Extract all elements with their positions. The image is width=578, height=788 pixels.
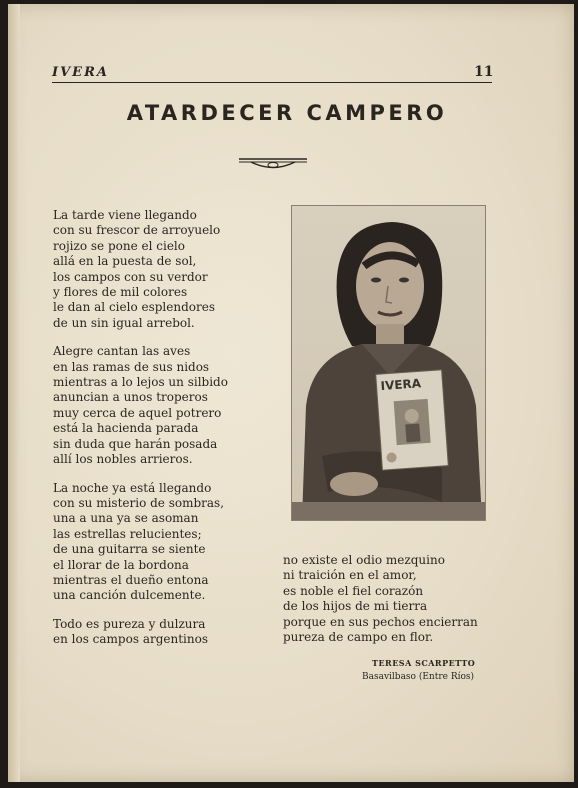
author-place: Basavilbaso (Entre Ríos) [362, 672, 475, 682]
poem-line: sin duda que harán posada [53, 436, 218, 451]
poem-line: mientras el dueño entona [53, 572, 209, 587]
poem-line: Todo es pureza y dulzura [53, 616, 206, 631]
poem-line: una canción dulcemente. [53, 588, 206, 603]
poem-line: mientras a lo lejos un silbido [53, 375, 228, 390]
poem-line: La noche ya está llegando [53, 480, 212, 495]
poem-line: le dan al cielo esplendores [53, 300, 215, 315]
poem-line: Alegre cantan las aves [53, 344, 191, 359]
poem-line: las estrellas relucientes; [53, 526, 202, 541]
poem-line: de una guitarra se siente [53, 542, 206, 557]
poem-line: ni traición en el amor, [283, 568, 417, 583]
poem-line: con su frescor de arroyuelo [53, 223, 221, 238]
poem-line: en las ramas de sus nidos [53, 359, 210, 374]
poem-line: los campos con su verdor [53, 269, 208, 284]
poem-line: de un sin igual arrebol. [53, 315, 195, 330]
poem-line: allá en la puesta de sol, [53, 254, 197, 269]
stanza [283, 553, 478, 645]
poem-line: La tarde viene llegando [53, 208, 197, 222]
header-rule [52, 82, 492, 83]
poem-line: en los campos argentinos [53, 632, 208, 647]
page-spine-shadow [8, 4, 20, 782]
magazine-cover-title: IVERA [380, 376, 422, 394]
poem-line: de los hijos de mi tierra [283, 599, 428, 614]
poem-line: no existe el odio mezquino [283, 553, 445, 567]
poem-line: porque en sus pechos encierran [283, 614, 478, 629]
ornament-divider-icon [237, 155, 309, 175]
stanza [53, 344, 228, 467]
poem-line: rojizo se pone el cielo [53, 238, 185, 253]
poem-line: pureza de campo en flor. [283, 630, 434, 645]
poem-line: muy cerca de aquel potrero [53, 405, 222, 420]
poem-line: una a una ya se asoman [53, 511, 199, 526]
poem-line: allí los nobles arrieros. [53, 452, 193, 467]
stanza [53, 208, 228, 331]
poem-line: con su misterio de sombras, [53, 495, 225, 510]
poem-title: ATARDECER CAMPERO [126, 101, 448, 125]
stanza [53, 617, 228, 648]
portrait-photo [291, 205, 486, 521]
magazine-page [8, 4, 574, 782]
poem-line: está la hacienda parada [53, 421, 199, 436]
poem-column-left [53, 208, 228, 661]
poem-line: el llorar de la bordona [53, 557, 189, 572]
author-name: TERESA SCARPETTO [372, 658, 476, 668]
woman-with-magazine-image [292, 206, 485, 520]
poem-line: es noble el fiel corazón [283, 583, 424, 598]
poem-line: y flores de mil colores [53, 285, 188, 300]
page-number: 11 [474, 64, 494, 80]
poem-column-right [283, 553, 478, 658]
magazine-name: IVERA [52, 65, 109, 80]
stanza [53, 481, 228, 604]
poem-line: anuncian a unos troperos [53, 390, 208, 405]
